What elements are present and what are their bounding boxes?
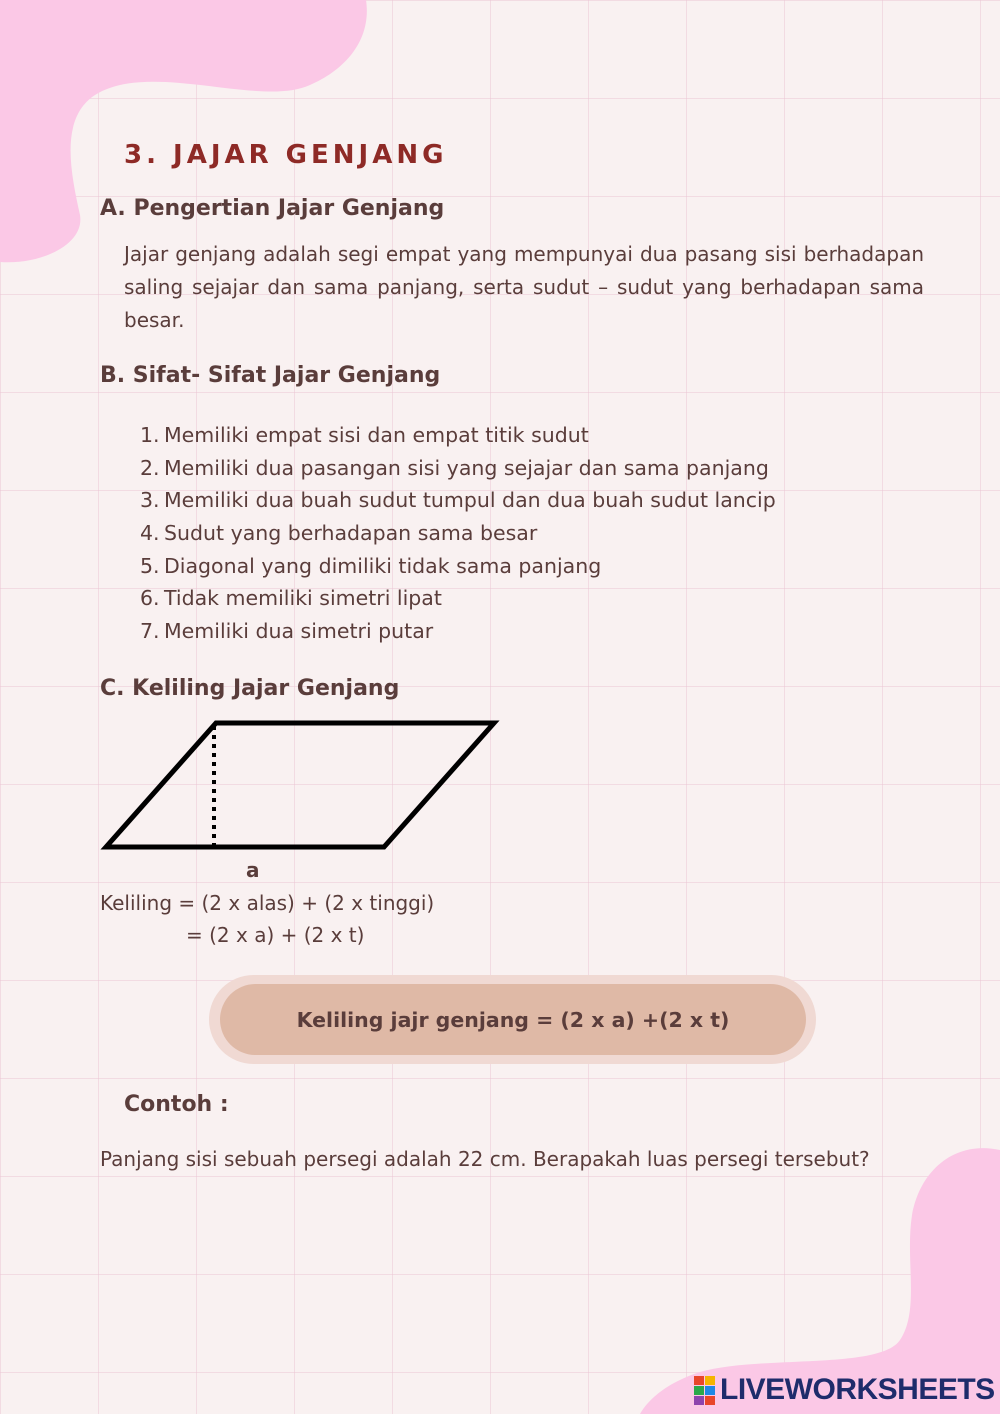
page-title: 3. JAJAR GENJANG: [124, 140, 448, 170]
base-label: a: [246, 858, 260, 882]
list-item-number: 5.: [140, 553, 160, 578]
list-item: [140, 419, 776, 452]
list-item-text: Memiliki dua buah sudut tumpul dan dua buah sudut lancip: [164, 488, 776, 513]
example-heading: Contoh :: [124, 1092, 229, 1117]
section-c-heading: C. Keliling Jajar Genjang: [100, 676, 400, 701]
list-item: [140, 484, 776, 517]
formula-line-2: = (2 x a) + (2 x t): [186, 923, 365, 947]
formula-box-text: Keliling jajr genjang = (2 x a) +(2 x t): [296, 1007, 730, 1032]
list-item-text: Memiliki dua pasangan sisi yang sejajar dan sama panjang: [164, 455, 769, 480]
section-b-heading: B. Sifat- Sifat Jajar Genjang: [100, 363, 441, 388]
formula-box: [220, 984, 806, 1055]
parallelogram-diagram: [98, 718, 502, 854]
properties-list: [140, 419, 776, 648]
list-item-text: Diagonal yang dimiliki tidak sama panjang: [164, 553, 602, 578]
section-a-heading: A. Pengertian Jajar Genjang: [100, 196, 445, 221]
top-left-blob-shape: [0, 0, 367, 262]
list-item-number: 6.: [140, 586, 160, 611]
liveworksheets-logo: [694, 1372, 995, 1408]
list-item-number: 2.: [140, 455, 160, 480]
list-item-text: Sudut yang berhadapan sama besar: [164, 521, 538, 546]
list-item-number: 3.: [140, 488, 160, 513]
list-item-number: 4.: [140, 521, 160, 546]
liveworksheets-text: LIVEWORKSHEETS: [720, 1373, 995, 1406]
formula-line-1: Keliling = (2 x alas) + (2 x tinggi): [100, 891, 435, 915]
list-item: [140, 615, 776, 648]
list-item-text: Tidak memiliki simetri lipat: [164, 586, 442, 611]
list-item-number: 1.: [140, 423, 160, 447]
parallelogram-shape: [106, 723, 494, 847]
list-item-text: Memiliki dua simetri putar: [164, 619, 434, 644]
list-item: [140, 550, 776, 583]
definition-paragraph: Jajar genjang adalah segi empat yang mempunyai dua pasang sisi berhadapan saling sejajar dan sama panjang, serta sudut – sudut yang berhadapan sama besar.: [124, 242, 924, 332]
list-item: [140, 452, 776, 485]
example-question: Panjang sisi sebuah persegi adalah 22 cm. Berapakah luas persegi tersebut?: [100, 1147, 870, 1171]
list-item-number: 7.: [140, 619, 160, 644]
list-item: [140, 582, 776, 615]
liveworksheets-icon: [694, 1375, 716, 1405]
list-item: [140, 517, 776, 550]
list-item-text: Memiliki empat sisi dan empat titik sudut: [164, 423, 589, 447]
